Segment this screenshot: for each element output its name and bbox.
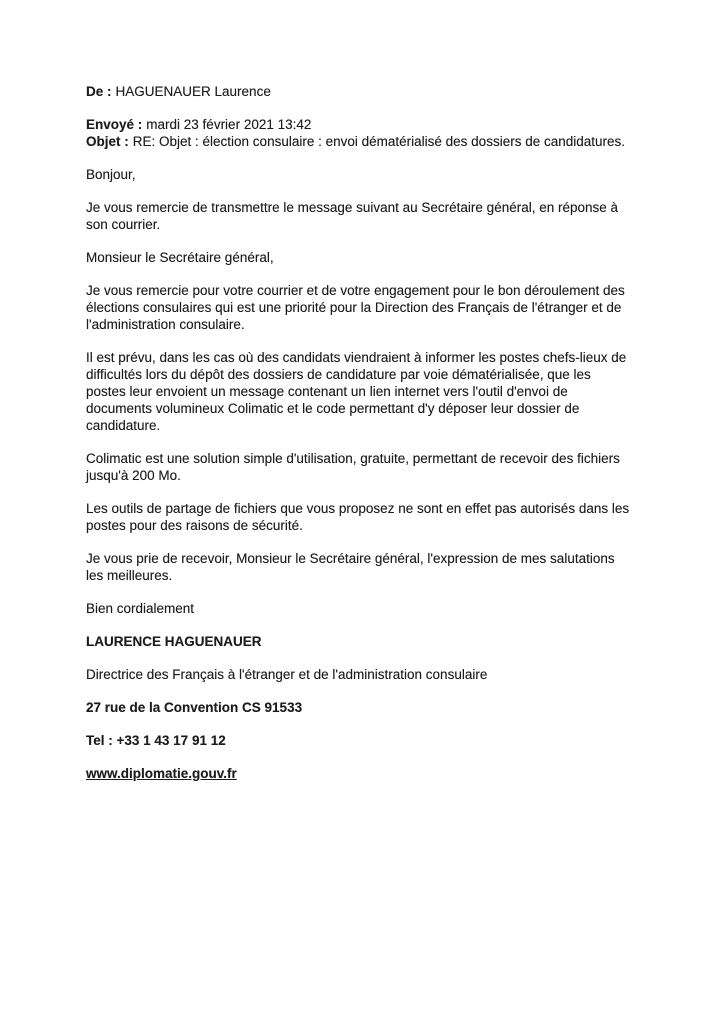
signature-phone: Tel : +33 1 43 17 91 12 — [86, 733, 226, 748]
email-subject-line — [86, 133, 631, 150]
closing-line: Bien cordialement — [86, 601, 195, 616]
sent-value: mardi 23 février 2021 13:42 — [146, 117, 312, 132]
signature-title: Directrice des Français à l'étranger et de l'administration consulaire — [86, 667, 488, 682]
greeting-line: Bonjour, — [86, 167, 136, 182]
body-paragraph: Colimatic est une solution simple d'utilisation, gratuite, permettant de recevoir des fichiers jusqu'à 200 Mo. — [86, 451, 620, 483]
email-sent-line — [86, 116, 631, 133]
sent-label: Envoyé : — [86, 117, 143, 132]
body-paragraph: Je vous prie de recevoir, Monsieur le Secrétaire général, l'expression de mes salutations les meilleures. — [86, 551, 615, 583]
from-value: HAGUENAUER Laurence — [115, 84, 271, 99]
body-paragraph: Je vous remercie de transmettre le message suivant au Secrétaire général, en réponse à son courrier. — [86, 200, 619, 232]
subject-label: Objet : — [86, 134, 129, 149]
subject-value: RE: Objet : élection consulaire : envoi dématérialisé des dossiers de candidatures. — [132, 134, 626, 149]
body-paragraph: Je vous remercie pour votre courrier et de votre engagement pour le bon déroulement des élections consulaires qui est une priorité pour la Direction des Français de l'étranger et de l'administration consulaire. — [86, 283, 625, 332]
signature-website-line — [86, 765, 631, 782]
body-paragraph: Les outils de partage de fichiers que vous proposez ne sont en effet pas autorisés dans les postes pour des raisons de sécurité. — [86, 501, 630, 533]
website-link[interactable]: www.diplomatie.gouv.fr — [86, 766, 237, 781]
body-paragraph: Monsieur le Secrétaire général, — [86, 250, 274, 265]
body-paragraph: Il est prévu, dans les cas où des candidats viendraient à informer les postes chefs-lieux de difficultés lors du dépôt des dossiers de candidature par voie dématérialisée, que les postes leur envoient un message contenant un lien internet vers l'outil d'envoi de documents volumineux Colimatic et le code permettant d'y déposer leur dossier de candidature. — [86, 350, 627, 433]
letter-content — [86, 83, 631, 798]
signature-name: LAURENCE HAGUENAUER — [86, 634, 262, 649]
signature-address: 27 rue de la Convention CS 91533 — [86, 700, 303, 715]
from-label: De : — [86, 84, 112, 99]
email-from-line — [86, 83, 631, 100]
